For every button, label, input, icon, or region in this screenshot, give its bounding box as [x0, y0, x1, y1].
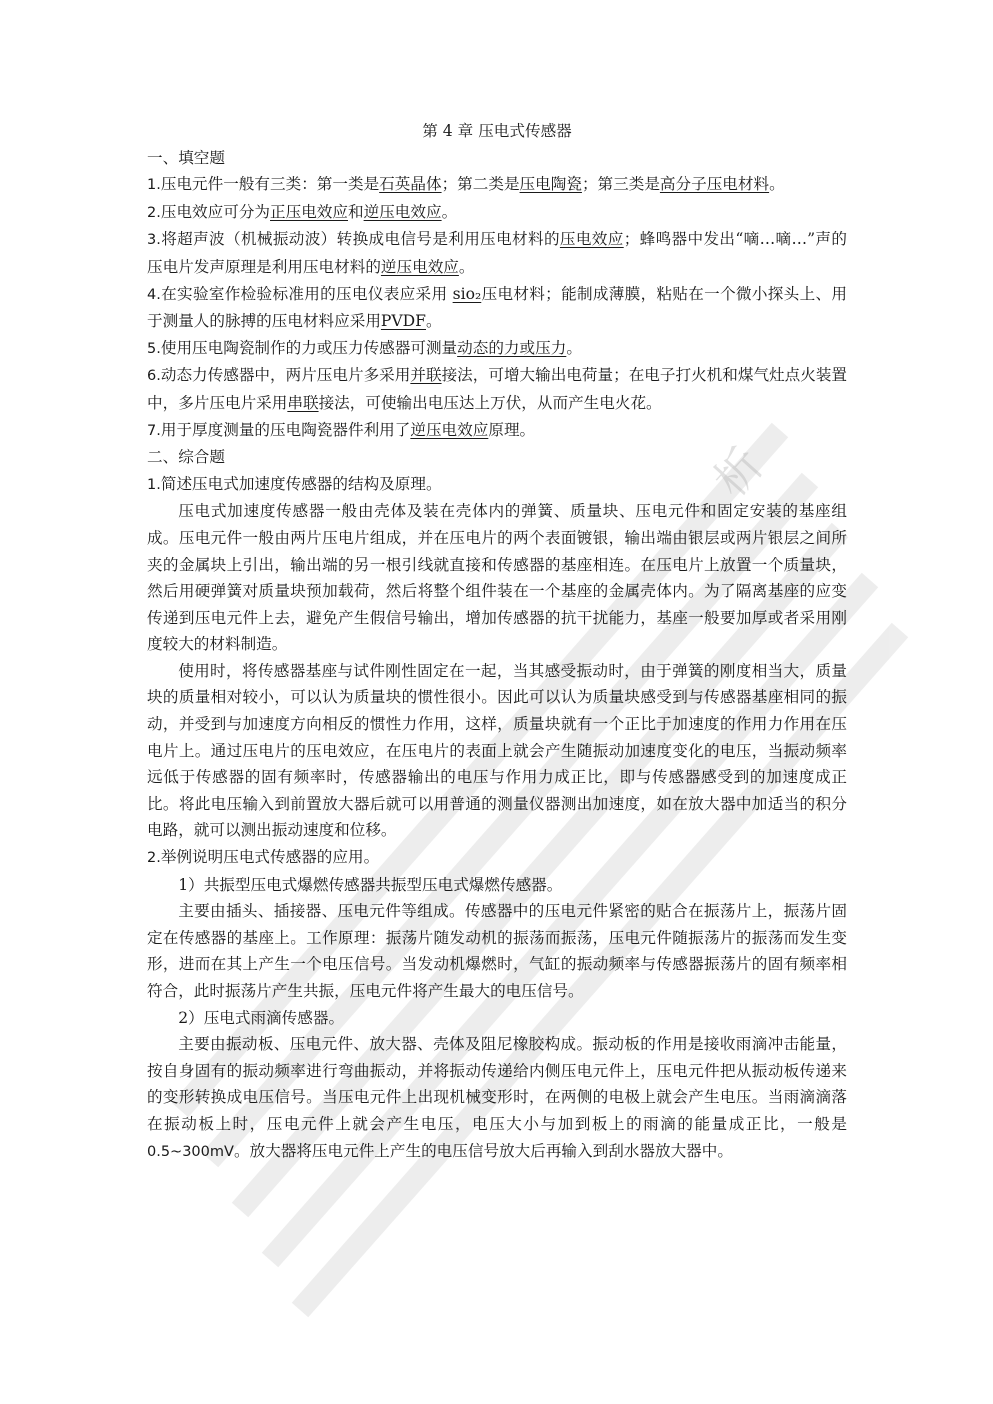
- fill-question-4: 4.在实验室作检验标准用的压电仪表应采用 sio₂压电材料；能制成薄膜，粘贴在一个微小探头上、用于测量人的脉搏的压电材料应采用PVDF。: [147, 284, 847, 331]
- example-heading-1: 1）共振型压电式爆燃传感器共振型压电式爆燃传感器。: [178, 875, 563, 894]
- answer: 逆压电效应: [363, 202, 442, 221]
- answer: 正压电效应: [270, 202, 348, 221]
- answer-paragraph: 压电式加速度传感器一般由壳体及装在壳体内的弹簧、质量块、压电元件和固定安装的基座组成。压电元件一般由两片压电片组成，并在压电片的两个表面镀银，输出端由银层或两片银层之间所夹的金属块上引出，输出端的另一根引线就直接和传感器的基座相连。在压电片上放置一个质量块，然后用硬弹簧对质量块预加载荷，然后将整个组件装在一个基座的金属壳体内。为了隔离基座的应变传递到压电元件上去，避免产生假信号输出，增加传感器的抗干扰能力，基座一般要加厚或者采用刚度较大的材料制造。: [147, 502, 847, 654]
- answer: 压电效应: [559, 230, 624, 249]
- voltage-range: 0.5~300mV: [147, 1143, 234, 1160]
- comp-question-2: 2.举例说明压电式传感器的应用。: [147, 848, 380, 867]
- question-number: 7.: [147, 422, 161, 439]
- question-number: 6.: [147, 368, 161, 385]
- question-number: 5.: [147, 340, 161, 357]
- fill-question-3: 3.将超声波（机械振动波）转换成电信号是利用压电材料的压电效应；蜂鸣器中发出“嘀…嘀…”声的压电片发声原理是利用压电材料的逆压电效应。: [147, 230, 847, 276]
- answer-paragraph: 使用时，将传感器基座与试件刚性固定在一起，当其感受振动时，由于弹簧的刚度相当大，质量块的质量相对较小，可以认为质量块的惯性很小。因此可以认为质量块感受到与传感器基座相同的振动，并受到与加速度方向相反的惯性力作用，这样，质量块就有一个正比于加速度的作用力作用在压电片上。通过压电片的压电效应，在压电片的表面上就会产生随振动加速度变化的电压，当振动频率远低于传感器的固有频率时，传感器输出的电压与作用力成正比，即与传感器感受到的加速度成正比。将此电压输入到前置放大器后就可以用普通的测量仪器测出加速度，如在放大器中加适当的积分电路，就可以测出振动速度和位移。: [147, 661, 847, 840]
- question-number: 1.: [147, 177, 161, 194]
- question-number: 4.: [147, 286, 161, 303]
- answer: PVDF: [380, 312, 426, 331]
- fill-question-5: 5.使用压电陶瓷制作的力或压力传感器可测量动态的力或压力。: [147, 338, 582, 357]
- answer: 串联: [287, 393, 319, 412]
- answer: 高分子压电材料: [659, 175, 770, 194]
- fill-question-6: 6.动态力传感器中，两片压电片多采用并联接法，可增大输出电荷量；在电子打火机和煤气灶点火装置中，多片压电片采用串联接法，可使输出电压达上万伏，从而产生电火花。: [147, 366, 848, 412]
- section-heading-comprehensive: 二、综合题: [147, 448, 225, 467]
- fill-question-2: 2.压电效应可分为正压电效应和逆压电效应。: [147, 202, 458, 221]
- watermark-glyph: 析: [703, 437, 774, 508]
- question-number: 3.: [147, 232, 161, 249]
- answer: 石英晶体: [379, 175, 442, 194]
- chapter-title: 第 4 章 压电式传感器: [422, 122, 572, 140]
- answer: 并联: [410, 366, 442, 385]
- answer: 逆压电效应: [410, 420, 489, 439]
- question-number: 2.: [147, 204, 161, 221]
- answer: 动态的力或压力: [457, 338, 567, 357]
- answer: sio₂: [452, 284, 482, 303]
- answer-paragraph: 主要由插头、插接器、压电元件等组成。传感器中的压电元件紧密的贴合在振荡片上，振荡片固定在传感器的基座上。工作原理：振荡片随发动机的振荡而振荡，压电元件随振荡片的振荡而发生变形，进而在其上产生一个电压信号。当发动机爆燃时，气缸的振动频率与传感器振荡片的固有频率相符合，此时振荡片产生共振，压电元件将产生最大的电压信号。: [147, 902, 847, 1000]
- fill-question-7: 7.用于厚度测量的压电陶瓷器件利用了逆压电效应原理。: [147, 420, 536, 439]
- question-number: 1.: [147, 476, 161, 493]
- answer: 逆压电效应: [380, 257, 459, 276]
- section-heading-fill: 一、填空题: [147, 148, 225, 167]
- example-heading-2: 2）压电式雨滴传感器。: [178, 1008, 345, 1027]
- answer-paragraph: 主要由振动板、压电元件、放大器、壳体及阻尼橡胶构成。振动板的作用是接收雨滴冲击能量，按自身固有的振动频率进行弯曲振动，并将振动传递给内侧压电元件上，压电元件把从振动板传递来的变形转换成电压信号。当压电元件上出现机械变形时，在两侧的电极上就会产生电压。当雨滴滴落在振动板上时，压电元件上就会产生电压，电压大小与加到板上的雨滴的能量成正比，一般是 0.5~300mV。放大器将压电元件上产生的电压信号放大后再输入到刮水器放大器中。: [147, 1035, 847, 1160]
- fill-question-1: 1.压电元件一般有三类：第一类是石英晶体；第二类是压电陶瓷；第三类是高分子压电材料。: [147, 175, 785, 194]
- document-page: [147, 118, 847, 1165]
- answer: 压电陶瓷: [519, 175, 582, 194]
- comp-question-1: 1.简述压电式加速度传感器的结构及原理。: [147, 474, 442, 493]
- question-number: 2.: [147, 850, 161, 867]
